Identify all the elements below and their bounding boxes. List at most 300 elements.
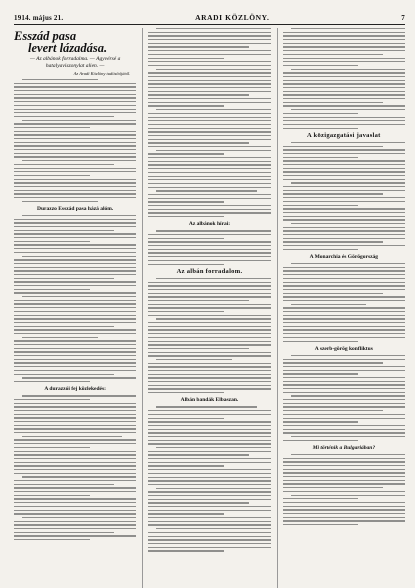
text-line: [22, 395, 136, 396]
text-line: [291, 28, 405, 29]
text-line: [148, 43, 270, 44]
text-line: [148, 80, 270, 81]
text-line: [14, 370, 136, 371]
text-line: [283, 105, 405, 106]
columns: [14, 28, 405, 588]
text-line: [291, 223, 405, 224]
text-line: [14, 138, 136, 139]
text-line: [283, 193, 383, 194]
text-line: [156, 150, 270, 151]
section-title-3a: A közigazgatási javaslat: [307, 131, 381, 139]
text-line: [14, 292, 136, 293]
text-line: [283, 406, 405, 407]
text-line: [283, 293, 383, 294]
text-line: [148, 432, 270, 433]
text-line: [148, 392, 224, 393]
text-line: [22, 377, 136, 378]
text-line: [148, 539, 270, 540]
article-body-2d: [148, 406, 270, 551]
text-line: [148, 289, 270, 290]
text-line: [283, 418, 405, 419]
text-line: [283, 168, 405, 169]
text-line: [148, 414, 270, 415]
text-line: [148, 480, 270, 481]
text-line: [14, 83, 136, 84]
text-line: [283, 65, 359, 66]
text-line: [283, 113, 359, 114]
text-line: [283, 278, 405, 279]
text-line: [283, 171, 405, 172]
text-line: [283, 32, 405, 33]
text-line: [148, 543, 270, 544]
section-title-2c: Albán bandák Elbaszan.: [180, 397, 239, 404]
text-line: [283, 498, 359, 499]
text-line: [148, 83, 270, 84]
text-line: [14, 289, 90, 290]
text-line: [148, 249, 270, 250]
text-line: [283, 128, 359, 129]
text-line: [148, 256, 270, 257]
text-line: [283, 377, 405, 378]
text-line: [283, 149, 405, 150]
text-line: [283, 190, 405, 191]
text-line: [283, 197, 405, 198]
text-line: [14, 303, 136, 304]
text-line: [14, 513, 136, 514]
text-line: [14, 414, 136, 415]
text-line: [283, 245, 405, 246]
section-title-2b: Az albán forradalom.: [176, 267, 243, 275]
text-line: [148, 87, 270, 88]
text-line: [283, 341, 359, 342]
text-line: [283, 506, 405, 507]
headline-line-1: Esszád pasa: [14, 29, 77, 43]
text-line: [283, 392, 405, 393]
text-line: [148, 536, 270, 537]
text-line: [148, 58, 224, 59]
text-line: [283, 208, 405, 209]
text-line: [283, 326, 405, 327]
text-line: [14, 175, 90, 176]
text-line: [283, 307, 405, 308]
text-line: [148, 366, 270, 367]
text-line: [156, 69, 270, 70]
text-line: [283, 311, 405, 312]
text-line: [148, 304, 270, 305]
text-line: [14, 145, 136, 146]
text-line: [14, 171, 136, 172]
text-line: [148, 131, 270, 132]
text-line: [14, 241, 90, 242]
text-line: [22, 476, 136, 477]
text-line: [283, 429, 405, 430]
text-line: [283, 72, 405, 73]
text-line: [14, 410, 136, 411]
text-line: [14, 399, 90, 400]
text-line: [148, 454, 248, 455]
text-line: [14, 311, 136, 312]
text-line: [14, 131, 136, 132]
text-line: [148, 344, 270, 345]
text-line: [14, 469, 136, 470]
text-line: [14, 222, 136, 223]
text-line: [148, 238, 224, 239]
text-line: [156, 488, 270, 489]
text-line: [283, 39, 405, 40]
text-line: [148, 153, 224, 154]
text-line: [22, 201, 98, 202]
text-line: [283, 227, 405, 228]
text-line: [14, 432, 136, 433]
text-line: [148, 370, 270, 371]
text-line: [148, 502, 248, 503]
text-line: [148, 307, 270, 308]
text-line: [291, 395, 405, 396]
text-line: [14, 443, 136, 444]
text-line: [156, 190, 256, 191]
text-line: [283, 509, 405, 510]
text-line: [283, 329, 405, 330]
text-line: [148, 352, 270, 353]
text-line: [283, 461, 405, 462]
text-line: [14, 462, 136, 463]
page-number: 7: [401, 14, 405, 22]
text-line: [22, 256, 136, 257]
text-line: [148, 348, 248, 349]
text-line: [148, 510, 270, 511]
text-line: [291, 182, 405, 183]
text-line: [14, 182, 136, 183]
text-line: [14, 101, 136, 102]
text-line: [14, 532, 114, 533]
text-line: [148, 300, 248, 301]
text-line: [148, 465, 224, 466]
text-line: [148, 377, 270, 378]
text-line: [14, 190, 136, 191]
text-line: [283, 524, 359, 525]
text-line: [148, 245, 270, 246]
text-line: [148, 216, 224, 217]
text-line: [283, 296, 405, 297]
headline-subhead: — Az albánok forradalma. — Agyvérsé a hatalyaviszonylat alien. —: [29, 56, 121, 69]
text-line: [291, 355, 405, 356]
text-line: [14, 237, 136, 238]
text-line: [283, 216, 405, 217]
text-line: [148, 363, 270, 364]
text-line: [283, 120, 405, 121]
text-line: [148, 499, 270, 500]
text-line: [283, 469, 405, 470]
text-line: [283, 274, 405, 275]
text-line: [14, 97, 136, 98]
text-line: [14, 333, 136, 334]
text-line: [14, 428, 136, 429]
text-line: [14, 359, 136, 360]
text-line: [22, 296, 136, 297]
text-line: [14, 454, 136, 455]
text-line: [283, 164, 405, 165]
article-body-2a: [148, 28, 270, 217]
text-line: [14, 197, 136, 198]
text-line: [14, 179, 136, 180]
text-line: [148, 102, 270, 103]
text-line: [14, 524, 136, 525]
text-line: [14, 506, 136, 507]
byline: Az Aradi Közlöny tudósítójától.: [73, 71, 131, 76]
text-line: [22, 79, 98, 80]
text-line: [14, 381, 90, 382]
section-title-1a: Durazzo Esszád pasa házá alóm.: [37, 205, 114, 212]
text-line: [14, 340, 136, 341]
text-line: [148, 98, 270, 99]
text-line: [14, 127, 90, 128]
text-line: [14, 480, 136, 481]
text-line: [156, 230, 270, 231]
text-line: [283, 472, 405, 473]
text-line: [14, 274, 136, 275]
text-line: [283, 212, 405, 213]
text-line: [14, 278, 114, 279]
text-line: [14, 90, 136, 91]
section-title-1b: A durazzói fej közlekedés:: [44, 386, 106, 393]
text-line: [156, 528, 270, 529]
text-line: [14, 465, 136, 466]
text-line: [148, 76, 270, 77]
text-line: [22, 215, 136, 216]
text-line: [14, 315, 136, 316]
article-body-3d: [283, 355, 405, 441]
column-1: [14, 28, 136, 588]
text-line: [283, 458, 405, 459]
text-line: [283, 230, 405, 231]
text-line: [148, 128, 270, 129]
text-line: [148, 252, 270, 253]
text-line: [291, 263, 405, 264]
text-line: [14, 300, 136, 301]
text-line: [283, 94, 405, 95]
text-line: [283, 157, 359, 158]
issue-date: 1914. május 21.: [14, 14, 64, 22]
text-line: [156, 318, 270, 319]
text-line: [148, 91, 270, 92]
text-line: [22, 337, 98, 338]
text-line: [148, 337, 270, 338]
text-line: [14, 498, 136, 499]
text-line: [148, 506, 270, 507]
text-line: [14, 259, 136, 260]
text-line: [148, 234, 270, 235]
text-line: [14, 219, 136, 220]
text-line: [14, 230, 114, 231]
text-line: [14, 285, 136, 286]
text-line: [14, 473, 136, 474]
section-title-3c: A szerb-görög konfliktus: [314, 345, 373, 352]
text-line: [283, 289, 405, 290]
text-line: [148, 105, 224, 106]
text-line: [283, 432, 405, 433]
column-2: [142, 28, 270, 588]
text-line: [283, 54, 383, 55]
text-line: [14, 164, 114, 165]
text-line: [283, 160, 405, 161]
text-line: [148, 205, 270, 206]
text-line: [14, 263, 136, 264]
section-title-3d: Mi történik a Bulgariában?: [312, 444, 376, 451]
text-line: [283, 410, 383, 411]
text-line: [148, 484, 270, 485]
text-line: [148, 282, 270, 283]
text-line: [14, 94, 136, 95]
text-line: [156, 109, 270, 110]
text-line: [148, 436, 270, 437]
text-line: [14, 535, 136, 536]
text-line: [283, 124, 405, 125]
text-line: [148, 418, 224, 419]
text-line: [283, 513, 405, 514]
text-line: [291, 304, 367, 305]
text-line: [14, 344, 136, 345]
text-line: [283, 50, 405, 51]
text-line: [283, 381, 405, 382]
text-line: [283, 502, 405, 503]
text-line: [148, 164, 270, 165]
text-line: [14, 495, 90, 496]
text-line: [291, 495, 405, 496]
text-line: [283, 517, 405, 518]
text-line: [14, 366, 136, 367]
text-line: [283, 201, 405, 202]
text-line: [283, 337, 405, 338]
text-line: [14, 539, 90, 540]
text-line: [283, 384, 405, 385]
text-line: [148, 241, 270, 242]
text-line: [283, 76, 405, 77]
text-line: [14, 351, 136, 352]
text-line: [14, 484, 114, 485]
column-3: [277, 28, 405, 588]
text-line: [283, 318, 405, 319]
text-line: [148, 172, 270, 173]
text-line: [283, 270, 405, 271]
text-line: [148, 187, 270, 188]
text-line: [148, 425, 270, 426]
text-line: [14, 307, 136, 308]
text-line: [148, 142, 248, 143]
text-line: [148, 381, 270, 382]
text-line: [148, 311, 224, 312]
article-body-1c: [14, 395, 136, 540]
text-line: [22, 436, 122, 437]
text-line: [283, 117, 405, 118]
text-line: [14, 355, 136, 356]
article-body-2b: [148, 230, 270, 264]
text-line: [148, 194, 270, 195]
text-line: [148, 39, 270, 40]
text-line: [148, 139, 270, 140]
text-line: [283, 520, 405, 521]
main-headline: [14, 30, 136, 54]
article-body-1b: [14, 215, 136, 382]
text-line: [14, 105, 136, 106]
text-line: [148, 521, 270, 522]
text-line: [14, 270, 136, 271]
text-line: [148, 117, 270, 118]
text-line: [14, 252, 136, 253]
text-line: [148, 517, 270, 518]
text-line: [148, 429, 270, 430]
text-line: [14, 267, 136, 268]
page-header: [14, 8, 405, 25]
text-line: [291, 109, 405, 110]
text-line: [283, 366, 405, 367]
text-line: [283, 98, 405, 99]
text-line: [14, 168, 136, 169]
text-line: [14, 491, 136, 492]
text-line: [14, 447, 90, 448]
text-line: [283, 43, 405, 44]
text-line: [14, 226, 136, 227]
text-line: [148, 46, 248, 47]
text-line: [14, 362, 136, 363]
text-line: [148, 179, 270, 180]
text-line: [14, 374, 114, 375]
headline-line-2: levert lázadása.: [28, 41, 108, 55]
text-line: [148, 260, 270, 261]
text-line: [148, 61, 270, 62]
text-line: [148, 513, 224, 514]
article-body-1: [14, 79, 136, 202]
text-line: [283, 61, 405, 62]
text-line: [283, 388, 405, 389]
text-line: [291, 69, 405, 70]
text-line: [148, 322, 270, 323]
text-line: [283, 238, 405, 239]
text-line: [283, 282, 405, 283]
text-line: [14, 112, 136, 113]
text-line: [14, 86, 136, 87]
text-line: [148, 473, 270, 474]
section-title-2a: Az albánok hírai:: [188, 221, 231, 228]
text-line: [22, 160, 136, 161]
text-line: [148, 50, 270, 51]
text-line: [14, 403, 136, 404]
text-line: [148, 54, 270, 55]
text-line: [283, 241, 383, 242]
text-line: [148, 458, 270, 459]
text-line: [283, 483, 405, 484]
text-line: [148, 296, 270, 297]
text-line: [14, 458, 136, 459]
text-line: [291, 454, 405, 455]
text-line: [156, 278, 270, 279]
text-line: [14, 156, 136, 157]
text-line: [283, 179, 405, 180]
text-line: [283, 373, 359, 374]
text-line: [283, 58, 405, 59]
text-line: [148, 333, 270, 334]
text-line: [148, 443, 270, 444]
text-line: [283, 421, 359, 422]
text-line: [14, 425, 136, 426]
text-line: [283, 315, 405, 316]
text-line: [283, 205, 359, 206]
text-line: [283, 46, 405, 47]
text-line: [148, 209, 270, 210]
text-line: [148, 440, 270, 441]
section-title-3b: A Monarchia és Görögország: [309, 254, 379, 261]
text-line: [148, 293, 270, 294]
article-body-3b: [283, 142, 405, 250]
